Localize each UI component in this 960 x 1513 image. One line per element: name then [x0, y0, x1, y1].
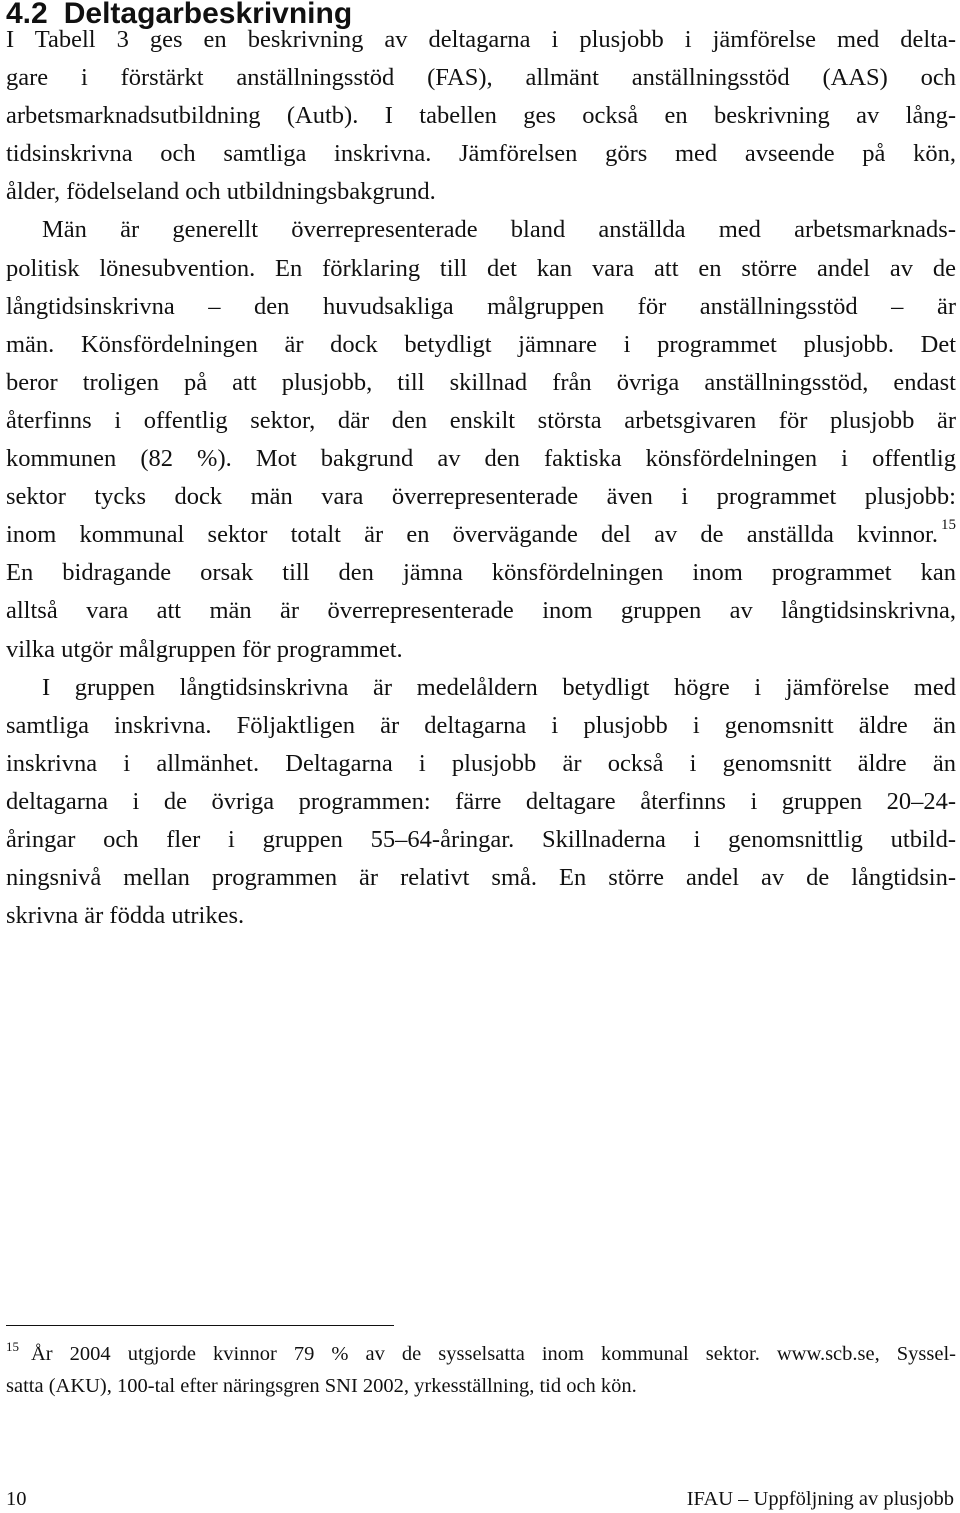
footnote — [6, 1338, 956, 1402]
text-line: arbetsmarknadsutbildning (Autb). I tabellen ges också en beskrivning av lång- — [6, 102, 956, 130]
text-line: sektor tycks dock män vara överrepresenterade även i programmet plusjobb: — [6, 483, 956, 511]
text-line: I gruppen långtidsinskrivna är medelåldern betydligt högre i jämförelse med — [42, 673, 956, 701]
text-line: män. Könsfördelningen är dock betydligt jämnare i programmet plusjobb. Det — [6, 330, 956, 358]
text-line: ålder, födelseland och utbildningsbakgrund. — [6, 178, 436, 206]
text-line: deltagarna i de övriga programmen: färre deltagare återfinns i gruppen 20–24- — [6, 787, 956, 815]
footnote-reference[interactable]: 15 — [941, 517, 956, 534]
text-line: kommunen (82 %). Mot bakgrund av den faktiska könsfördelningen i offentlig — [6, 445, 956, 473]
text-line: samtliga inskrivna. Följaktligen är deltagarna i plusjobb i genomsnitt äldre än — [6, 711, 956, 739]
text-line: I Tabell 3 ges en beskrivning av deltagarna i plusjobb i jämförelse med delta- — [6, 26, 956, 53]
section-number: 4.2 — [6, 0, 48, 30]
text-line: ningsnivå mellan programmen är relativt små. En större andel av de långtidsin- — [6, 864, 956, 892]
text-line: politisk lönesubvention. En förklaring till det kan vara att en större andel av de — [6, 254, 956, 282]
text-line: En bidragande orsak till den jämna könsfördelningen inom programmet kan — [6, 559, 956, 587]
footnote-text: År 2004 utgjorde kvinnor 79 % av de sysselsatta inom kommunal sektor. www.scb.se, Syssel- — [31, 1343, 956, 1365]
footnote-line: satta (AKU), 100-tal efter näringsgren SNI 2002, yrkesställning, tid och kön. — [6, 1375, 637, 1397]
section-title: Deltagarbeskrivning — [63, 0, 353, 30]
text-line: beror troligen på att plusjobb, till skillnad från övriga anställningsstöd, endast — [6, 368, 956, 396]
paragraph — [6, 21, 956, 211]
footnote-divider — [6, 1325, 394, 1326]
paragraph — [6, 211, 956, 668]
text-line: alltså vara att män är överrepresenterade inom gruppen av långtidsinskrivna, — [6, 597, 956, 625]
text-line: vilka utgör målgruppen för programmet. — [6, 635, 403, 663]
text-line: inskrivna i allmänhet. Deltagarna i plusjobb är också i genomsnitt äldre än — [6, 749, 956, 777]
text-line: långtidsinskrivna – den huvudsakliga målgruppen för anställningsstöd – är — [6, 292, 956, 320]
text-line — [6, 516, 956, 554]
body-text — [6, 21, 956, 935]
footnote-line — [6, 1338, 956, 1370]
text-line: återfinns i offentlig sektor, där den enskilt största arbetsgivaren för plusjobb är — [6, 406, 956, 434]
text-line: tidsinskrivna och samtliga inskrivna. Jämförelsen görs med avseende på kön, — [6, 140, 956, 168]
text-line-content: inom kommunal sektor totalt är en övervägande del av de anställda kvinnor. — [6, 521, 938, 549]
text-line: Män är generellt överrepresenterade bland anställda med arbetsmarknads- — [42, 216, 956, 244]
paragraph — [6, 669, 956, 936]
footnote-marker: 15 — [6, 1339, 19, 1354]
text-line: gare i förstärkt anställningsstöd (FAS), allmänt anställningsstöd (AAS) och — [6, 64, 956, 92]
text-line: åringar och fler i gruppen 55–64-åringar. Skillnaderna i genomsnittlig utbild- — [6, 825, 956, 853]
running-title: IFAU – Uppföljning av plusjobb — [686, 1488, 954, 1510]
page-number: 10 — [6, 1488, 27, 1510]
text-line: skrivna är födda utrikes. — [6, 902, 245, 930]
